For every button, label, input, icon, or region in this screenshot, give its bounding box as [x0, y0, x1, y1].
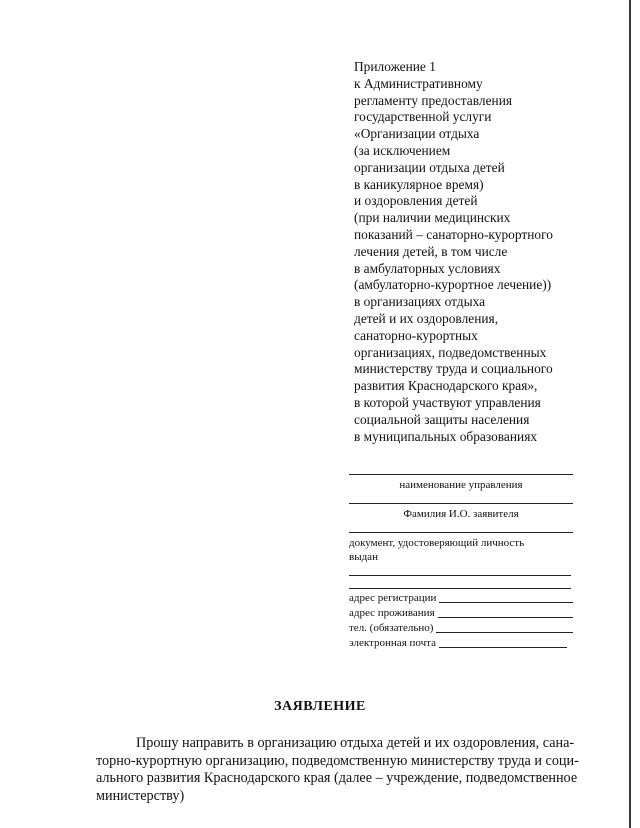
appendix-line: регламенту предоставления — [354, 92, 513, 108]
email-field[interactable] — [349, 637, 567, 650]
applicant-name-caption: Фамилия И.О. заявителя — [403, 508, 519, 520]
statement-title: ЗАЯВЛЕНИЕ — [274, 699, 366, 714]
registration-address-line[interactable] — [439, 601, 573, 603]
applicant-name-line — [349, 503, 573, 504]
residence-address-label: адрес проживания — [349, 607, 435, 619]
appendix-line: организации отдыха детей — [354, 159, 505, 175]
identity-document-line — [349, 532, 573, 533]
applicant-name-field[interactable] — [349, 503, 573, 521]
blank-line[interactable] — [349, 588, 571, 589]
appendix-line: детей и их оздоровления, — [354, 310, 499, 326]
identity-document-label: документ, удостоверяющий личность — [349, 537, 525, 549]
phone-field[interactable] — [349, 622, 573, 635]
appendix-line: (за исключением — [354, 142, 451, 158]
appendix-line: показаний – санаторно-курортного — [354, 226, 553, 242]
phone-label: тел. (обязательно) — [349, 622, 434, 634]
appendix-header — [354, 59, 616, 445]
statement-line: министерству) — [96, 787, 185, 804]
appendix-line: и оздоровления детей — [354, 193, 478, 209]
appendix-line: в каникулярное время) — [354, 176, 484, 192]
identity-document-field[interactable] — [349, 532, 573, 564]
statement-line: Прошу направить в организацию отдыха детей и их оздоровления, сана- — [136, 735, 575, 751]
appendix-line: «Организации отдыха — [354, 126, 480, 142]
appendix-line: лечения детей, в том числе — [354, 243, 508, 259]
appendix-line: социальной защиты населения — [354, 411, 530, 427]
statement-line: торно-курортную организацию, подведомственную министерству труда и соци- — [96, 752, 579, 769]
blank-line[interactable] — [349, 575, 571, 576]
issued-label: выдан — [349, 551, 378, 563]
residence-address-line[interactable] — [438, 616, 573, 618]
management-name-field[interactable] — [349, 474, 573, 492]
registration-address-label: адрес регистрации — [349, 592, 437, 604]
appendix-line: Приложение 1 — [354, 59, 436, 74]
appendix-line: санаторно-курортных — [354, 327, 478, 343]
appendix-line: в муниципальных образованиях — [354, 428, 538, 444]
email-label: электронная почта — [349, 637, 436, 649]
appendix-line: к Административному — [354, 75, 483, 91]
registration-address-field[interactable] — [349, 592, 573, 605]
email-line[interactable] — [439, 646, 567, 648]
appendix-line: государственной услуги — [354, 109, 492, 125]
management-name-line — [349, 474, 573, 475]
appendix-line: развития Краснодарского края», — [354, 378, 538, 394]
appendix-line: в которой участвуют управления — [354, 394, 541, 410]
residence-address-field[interactable] — [349, 607, 573, 620]
appendix-line: в организациях отдыха — [354, 294, 486, 310]
appendix-line: организациях, подведомственных — [354, 344, 547, 360]
management-name-caption: наименование управления — [399, 479, 523, 491]
statement-body — [96, 735, 600, 805]
appendix-line: в амбулаторных условиях — [354, 260, 501, 276]
appendix-line: министерству труда и социального — [354, 361, 553, 377]
statement-line: ального развития Краснодарского края (далее – учреждение, подведомственное — [96, 770, 578, 786]
appendix-line: (амбулаторно-курортное лечение)) — [354, 277, 552, 293]
appendix-line: (при наличии медицинских — [354, 210, 511, 226]
phone-line[interactable] — [436, 631, 573, 633]
